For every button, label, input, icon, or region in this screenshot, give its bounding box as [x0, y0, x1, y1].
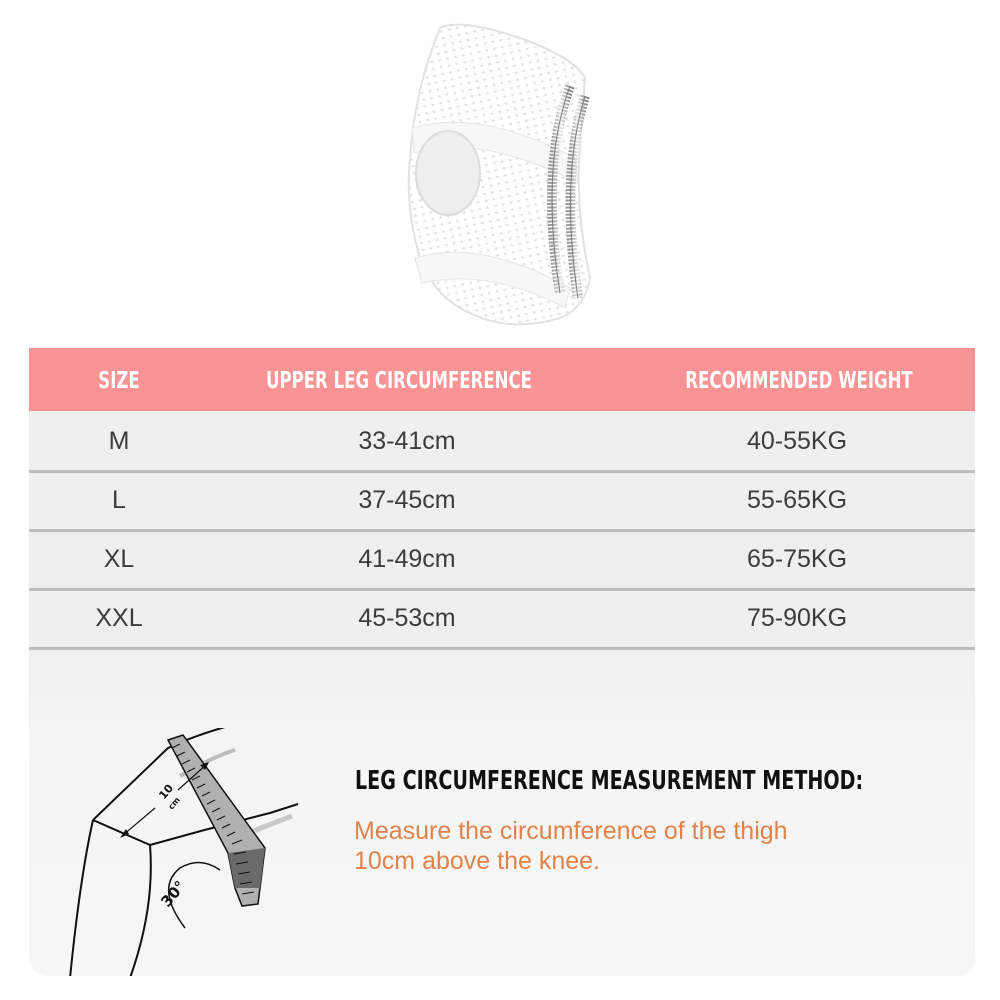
circumference-cell: 41-49cm [358, 545, 456, 573]
circumference-cell: 45-53cm [358, 604, 456, 632]
weight-cell: 55-65KG [746, 486, 848, 514]
circumference-cell: 33-41cm [358, 427, 456, 455]
table-row [29, 588, 975, 650]
angle-label: 30° [157, 877, 190, 911]
instruction-line-2: 10cm above the knee. [354, 847, 600, 875]
distance-label: 10 [156, 781, 177, 802]
size-cell: XXL [95, 604, 143, 632]
size-cell: M [108, 427, 130, 455]
leg-measurement-diagram [60, 728, 360, 976]
table-row [29, 411, 975, 473]
size-table-header [29, 348, 975, 411]
distance-unit-label: cm [166, 795, 182, 812]
circumference-cell: 37-45cm [358, 486, 456, 514]
knee-brace-image [400, 8, 620, 336]
measurement-instructions [354, 816, 954, 876]
weight-cell: 75-90KG [746, 604, 848, 632]
table-row [29, 529, 975, 591]
column-header-size: SIZE [98, 368, 140, 394]
column-header-weight: RECOMMENDED WEIGHT [685, 368, 913, 394]
instruction-line-1: Measure the circumference of the thigh [354, 817, 788, 845]
size-cell: L [112, 486, 126, 514]
column-header-circumference: UPPER LEG CIRCUMFERENCE [266, 368, 532, 394]
weight-cell: 40-55KG [746, 427, 848, 455]
size-cell: XL [103, 545, 135, 573]
table-row [29, 470, 975, 532]
weight-cell: 65-75KG [746, 545, 848, 573]
size-chart-panel [29, 348, 975, 976]
measurement-method-title: LEG CIRCUMFERENCE MEASUREMENT METHOD: [355, 766, 864, 796]
